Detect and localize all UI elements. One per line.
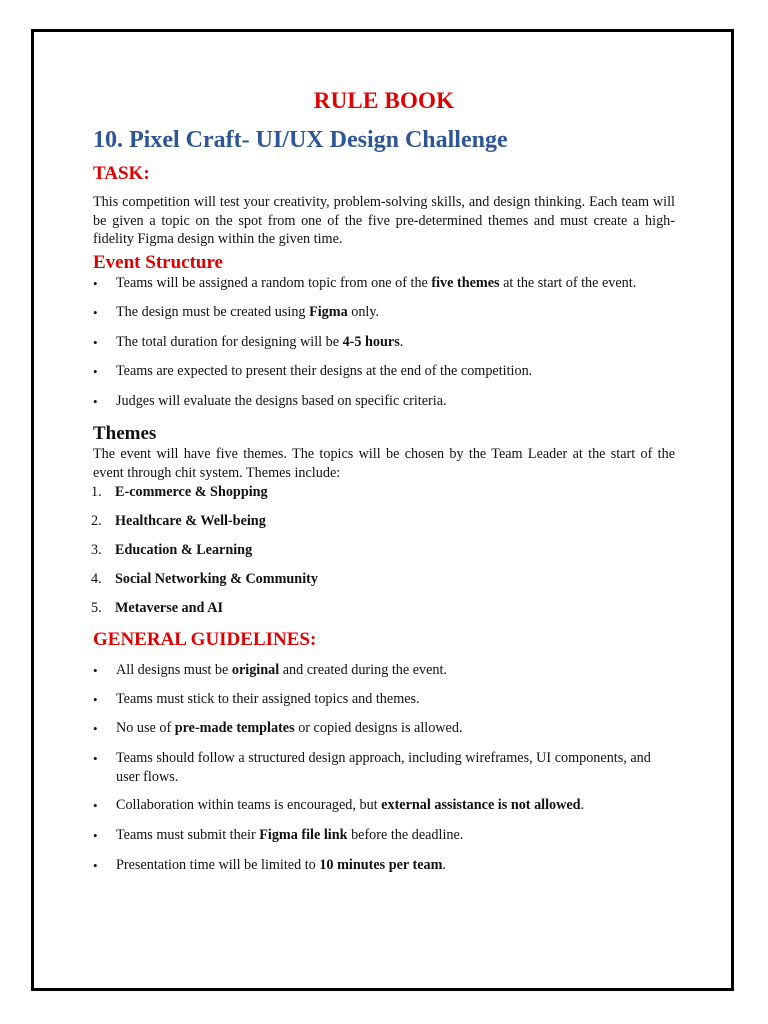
bullet-icon: •: [93, 394, 98, 409]
event-structure-heading: Event Structure: [93, 252, 223, 273]
challenge-title: 10. Pixel Craft- UI/UX Design Challenge: [93, 127, 508, 153]
theme-number: 3.: [91, 542, 102, 558]
list-item-text: Teams should follow a structured design approach, including wireframes, UI components, and user flows.: [116, 750, 651, 785]
theme-number: 5.: [91, 600, 102, 616]
bullet-icon: •: [93, 858, 98, 873]
theme-item: [91, 512, 266, 531]
bullet-icon: •: [93, 798, 98, 813]
bullet-icon: •: [93, 751, 98, 766]
theme-item: [91, 599, 223, 618]
theme-label: Education & Learning: [115, 542, 253, 558]
bullet-icon: •: [93, 663, 98, 678]
list-item-text: Teams are expected to present their designs at the end of the competition.: [116, 363, 533, 379]
bullet-icon: •: [93, 828, 98, 843]
page-title: RULE BOOK: [313, 88, 455, 113]
list-item-text: Collaboration within teams is encouraged, but external assistance is not allowed.: [116, 797, 585, 813]
list-item-text: Teams must submit their Figma file link before the deadline.: [116, 827, 464, 843]
bullet-icon: •: [93, 305, 98, 320]
list-item-text: Teams will be assigned a random topic from one of the five themes at the start of the event.: [116, 275, 637, 291]
theme-label: Social Networking & Community: [115, 571, 318, 587]
theme-number: 1.: [91, 484, 102, 500]
list-item-text: All designs must be original and created during the event.: [116, 662, 447, 678]
bullet-icon: •: [93, 692, 98, 707]
theme-item: [91, 483, 268, 502]
theme-number: 4.: [91, 571, 102, 587]
list-item-text: Teams must stick to their assigned topics and themes.: [116, 691, 420, 707]
bullet-icon: •: [93, 721, 98, 736]
list-item-text: The total duration for designing will be 4-5 hours.: [116, 334, 404, 350]
themes-heading: Themes: [93, 423, 157, 444]
list-item-text: Judges will evaluate the designs based on specific criteria.: [116, 393, 447, 409]
bullet-icon: •: [93, 335, 98, 350]
list-item-text: No use of pre-made templates or copied designs is allowed.: [116, 720, 463, 736]
task-heading: TASK:: [93, 163, 150, 184]
theme-number: 2.: [91, 513, 102, 529]
theme-label: Metaverse and AI: [115, 600, 223, 616]
bullet-icon: •: [93, 364, 98, 379]
task-description: This competition will test your creativity, problem-solving skills, and design thinking. Each team will be given a topic on the spot from one of the five pre-determined themes and must create a high-fidelity Figma design within the given time.: [93, 194, 675, 247]
list-item-text: Presentation time will be limited to 10 minutes per team.: [116, 857, 446, 873]
themes-description: The event will have five themes. The topics will be chosen by the Team Leader at the start of the event through chit system. Themes include:: [93, 446, 675, 481]
guidelines-heading: GENERAL GUIDELINES:: [93, 629, 317, 650]
theme-label: E-commerce & Shopping: [115, 484, 268, 500]
bullet-icon: •: [93, 276, 98, 291]
theme-item: [91, 541, 252, 560]
theme-label: Healthcare & Well-being: [115, 513, 266, 529]
theme-item: [91, 570, 318, 589]
list-item-text: The design must be created using Figma only.: [116, 304, 380, 320]
